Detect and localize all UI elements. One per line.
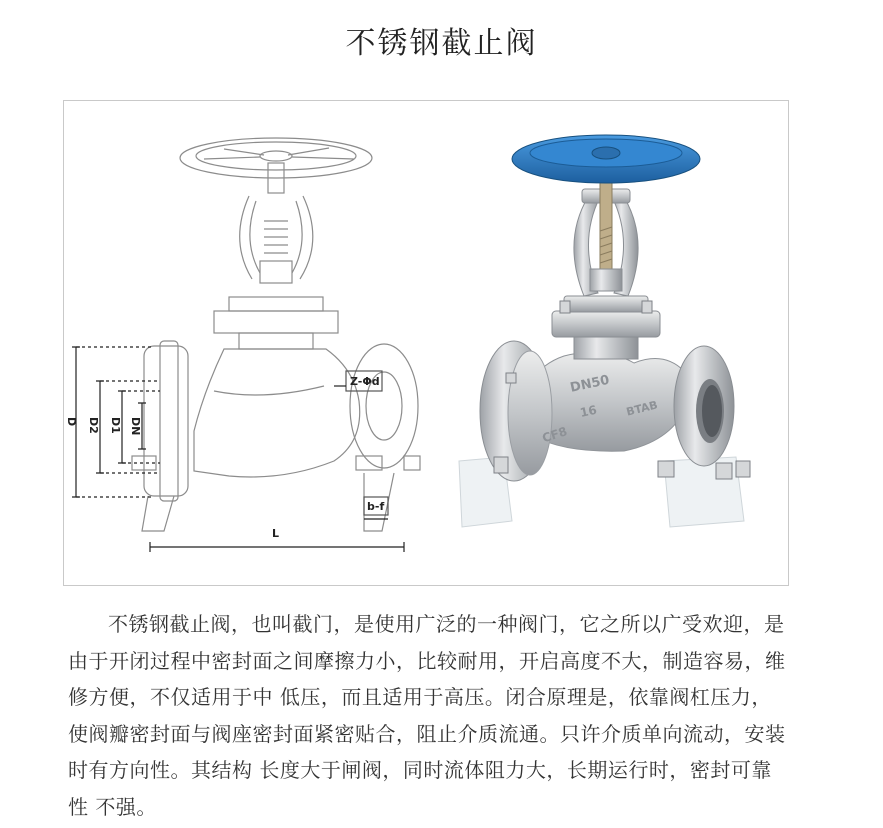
photo-marking-size: DN50	[568, 372, 611, 396]
product-description: 不锈钢截止阀，也叫截门，是使用广泛的一种阀门，它之所以广受欢迎，是由于开闭过程中密封面之间摩擦力小，比较耐用，开启高度不大，制造容易，维修方便，不仅适用于中 低压，而且适用于高压。闭合原理是，依靠阀杠压力，使阀瓣密封面与阀座密封面紧密贴合，阻止介质流通。只许介质单向流动，安装时有方向性。其结构 长度大于闸阀，同时流体阻力大，长期运行时，密封可靠性 不强。	[68, 612, 786, 819]
dim-label-b-f: b-f	[367, 500, 385, 513]
dim-label-d1: D1	[109, 417, 122, 434]
dim-label-z-phi-d: Z-Φd	[350, 375, 380, 388]
photo-marking-pressure: 16	[578, 402, 599, 420]
valve-line-drawing	[132, 138, 420, 531]
valve-illustration	[64, 101, 788, 585]
dim-label-d2: D2	[87, 417, 100, 434]
dimension-labels	[65, 375, 384, 540]
photo-marking-brand: BTAB	[624, 398, 660, 419]
dim-label-d: D	[65, 417, 78, 427]
dim-label-l: L	[272, 527, 280, 540]
product-image-frame	[63, 100, 789, 586]
valve-product-photo	[459, 135, 750, 527]
dim-label-dn: DN	[129, 417, 142, 436]
photo-marking-material: CF8	[540, 424, 569, 446]
page-title: 不锈钢截止阀	[345, 26, 538, 61]
